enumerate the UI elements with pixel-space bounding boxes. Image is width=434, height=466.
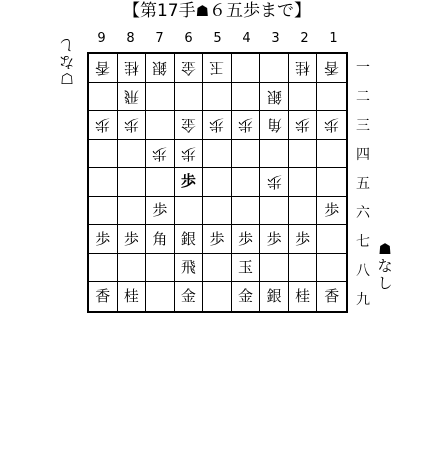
title-bracket-open: 【 — [122, 1, 140, 21]
board-square[interactable] — [89, 254, 118, 283]
board-square[interactable] — [118, 83, 147, 112]
sente-piece[interactable]: 金 — [238, 287, 254, 306]
file-labels — [87, 30, 348, 48]
board-square[interactable] — [289, 54, 318, 83]
sente-piece[interactable]: 歩 — [295, 229, 311, 248]
file-label: 6 — [184, 31, 193, 46]
sente-piece[interactable]: 銀 — [266, 287, 282, 306]
board-square[interactable] — [317, 282, 346, 311]
sente-piece[interactable]: 歩 — [238, 229, 254, 248]
sente-piece[interactable]: 歩 — [95, 229, 111, 248]
board-square[interactable] — [260, 83, 289, 112]
sente-piece[interactable]: 桂 — [295, 287, 311, 306]
board-square[interactable] — [146, 83, 175, 112]
sente-piece[interactable]: 金 — [180, 287, 196, 306]
file-label: 8 — [126, 31, 135, 46]
gote-piece[interactable]: 金 — [180, 59, 196, 78]
board-square[interactable] — [232, 111, 261, 140]
gote-piece[interactable]: 銀 — [266, 87, 282, 106]
board-square[interactable] — [89, 83, 118, 112]
sente-hand — [374, 240, 396, 292]
hand-text: な — [59, 53, 75, 71]
hand-text: し — [377, 274, 393, 292]
board-square[interactable] — [89, 54, 118, 83]
sente-piece[interactable]: 歩 — [324, 201, 340, 220]
rank-labels — [352, 52, 374, 313]
sente-piece[interactable]: 銀 — [180, 229, 196, 248]
board-square[interactable] — [118, 111, 147, 140]
sente-piece[interactable]: 角 — [152, 229, 168, 248]
rank-label: 二 — [356, 88, 370, 105]
board-square[interactable] — [203, 254, 232, 283]
board-square[interactable] — [260, 140, 289, 169]
sente-piece[interactable]: 香 — [324, 287, 340, 306]
gote-piece[interactable]: 香 — [95, 59, 111, 78]
gote-piece[interactable]: 桂 — [295, 59, 311, 78]
board-square[interactable] — [118, 197, 147, 226]
board-square[interactable] — [146, 140, 175, 169]
title-move: ６五歩まで — [209, 1, 295, 21]
board-square[interactable] — [146, 254, 175, 283]
board-square[interactable] — [175, 225, 204, 254]
board-square[interactable] — [289, 197, 318, 226]
sente-piece[interactable]: 香 — [95, 287, 111, 306]
board-square[interactable] — [232, 140, 261, 169]
gote-piece[interactable]: 銀 — [152, 59, 168, 78]
sente-piece[interactable]: 歩 — [209, 229, 225, 248]
gote-piece[interactable]: 玉 — [209, 59, 225, 78]
board-square[interactable] — [232, 83, 261, 112]
title-bracket-close: 】 — [294, 1, 312, 21]
file-label: 2 — [300, 31, 309, 46]
board-square[interactable] — [146, 225, 175, 254]
board-square[interactable] — [89, 197, 118, 226]
board-square[interactable] — [232, 254, 261, 283]
board-square[interactable] — [175, 282, 204, 311]
sente-piece[interactable]: 飛 — [180, 258, 196, 277]
file-label: 5 — [213, 31, 222, 46]
board-square[interactable] — [232, 168, 261, 197]
board-square[interactable] — [260, 254, 289, 283]
board-square[interactable] — [232, 282, 261, 311]
board-square[interactable] — [203, 111, 232, 140]
gote-piece[interactable]: 歩 — [95, 116, 111, 135]
board-square[interactable] — [289, 83, 318, 112]
board-square[interactable] — [317, 83, 346, 112]
board-square[interactable] — [289, 168, 318, 197]
board-square[interactable] — [175, 140, 204, 169]
gote-piece[interactable]: 歩 — [180, 144, 196, 163]
board-square[interactable] — [89, 111, 118, 140]
board-square[interactable] — [232, 54, 261, 83]
board-square[interactable] — [317, 111, 346, 140]
board-square[interactable] — [232, 225, 261, 254]
board-square[interactable] — [89, 282, 118, 311]
board-square[interactable] — [317, 140, 346, 169]
board-square[interactable] — [260, 168, 289, 197]
board-square[interactable] — [289, 282, 318, 311]
board-square[interactable] — [146, 168, 175, 197]
file-label: 3 — [271, 31, 280, 46]
board-square[interactable] — [317, 197, 346, 226]
board-square[interactable] — [175, 168, 204, 197]
board-square[interactable] — [289, 225, 318, 254]
board-square[interactable] — [260, 282, 289, 311]
gote-piece[interactable]: 角 — [266, 116, 282, 135]
sente-piece[interactable]: 歩 — [266, 229, 282, 248]
gote-piece[interactable]: 香 — [324, 59, 340, 78]
board-square[interactable] — [260, 197, 289, 226]
rank-label: 五 — [356, 175, 370, 192]
board-square[interactable] — [118, 168, 147, 197]
gote-piece[interactable]: 歩 — [123, 116, 139, 135]
board-square[interactable] — [317, 54, 346, 83]
gote-hand — [56, 36, 78, 88]
rank-label: 七 — [356, 233, 370, 250]
board-square[interactable] — [289, 254, 318, 283]
board-square[interactable] — [317, 225, 346, 254]
sente-hand-mark-icon: ☗ — [378, 240, 392, 258]
move-title — [0, 0, 434, 24]
board-square[interactable] — [317, 254, 346, 283]
board-square[interactable] — [175, 83, 204, 112]
hand-text: し — [59, 36, 75, 54]
board-square[interactable] — [203, 197, 232, 226]
hand-text: な — [377, 257, 393, 275]
board-square[interactable] — [146, 111, 175, 140]
board-square[interactable] — [203, 282, 232, 311]
board-square[interactable] — [175, 254, 204, 283]
sente-piece[interactable]: 歩 — [123, 229, 139, 248]
board-square[interactable] — [260, 111, 289, 140]
board-square[interactable] — [89, 225, 118, 254]
board-square[interactable] — [175, 111, 204, 140]
board-square[interactable] — [175, 54, 204, 83]
file-label: 1 — [329, 31, 338, 46]
file-label: 4 — [242, 31, 251, 46]
board-square[interactable] — [146, 197, 175, 226]
board-square[interactable] — [203, 83, 232, 112]
board-square[interactable] — [118, 225, 147, 254]
board-square[interactable] — [89, 168, 118, 197]
board-square[interactable] — [260, 54, 289, 83]
board-square[interactable] — [203, 168, 232, 197]
board-square[interactable] — [118, 54, 147, 83]
board-square[interactable] — [146, 282, 175, 311]
board-square[interactable] — [146, 54, 175, 83]
gote-piece[interactable]: 歩 — [324, 116, 340, 135]
board-square[interactable] — [289, 111, 318, 140]
gote-piece[interactable]: 歩 — [209, 116, 225, 135]
title-move-number: 第17手 — [139, 1, 196, 21]
shogi-board — [87, 52, 348, 313]
gote-piece[interactable]: 金 — [180, 116, 196, 135]
board-square[interactable] — [175, 197, 204, 226]
file-label: 9 — [97, 31, 106, 46]
sente-piece[interactable]: 玉 — [238, 258, 254, 277]
board-square[interactable] — [260, 225, 289, 254]
board-square[interactable] — [118, 140, 147, 169]
file-label: 7 — [155, 31, 164, 46]
rank-label: 四 — [356, 146, 370, 163]
board-square[interactable] — [118, 254, 147, 283]
gote-piece[interactable]: 歩 — [266, 173, 282, 192]
sente-piece[interactable]: 歩 — [152, 201, 168, 220]
rank-label: 三 — [356, 117, 370, 134]
gote-piece[interactable]: 歩 — [238, 116, 254, 135]
gote-piece[interactable]: 桂 — [123, 59, 139, 78]
rank-label: 六 — [356, 204, 370, 221]
gote-mark-icon: ☖ — [60, 70, 74, 88]
gote-piece[interactable]: 飛 — [123, 87, 139, 106]
rank-label: 一 — [356, 59, 370, 76]
board-square[interactable] — [203, 225, 232, 254]
rank-label: 八 — [356, 262, 370, 279]
board-square[interactable] — [317, 168, 346, 197]
gote-piece[interactable]: 歩 — [295, 116, 311, 135]
board-square[interactable] — [203, 54, 232, 83]
board-square[interactable] — [89, 140, 118, 169]
sente-mark-icon: ☗ — [195, 2, 210, 20]
gote-piece[interactable]: 歩 — [152, 144, 168, 163]
board-square[interactable] — [203, 140, 232, 169]
board-square[interactable] — [118, 282, 147, 311]
sente-piece[interactable]: 歩 — [180, 172, 196, 191]
rank-label: 九 — [356, 291, 370, 308]
board-square[interactable] — [289, 140, 318, 169]
board-square[interactable] — [232, 197, 261, 226]
sente-piece[interactable]: 桂 — [123, 287, 139, 306]
